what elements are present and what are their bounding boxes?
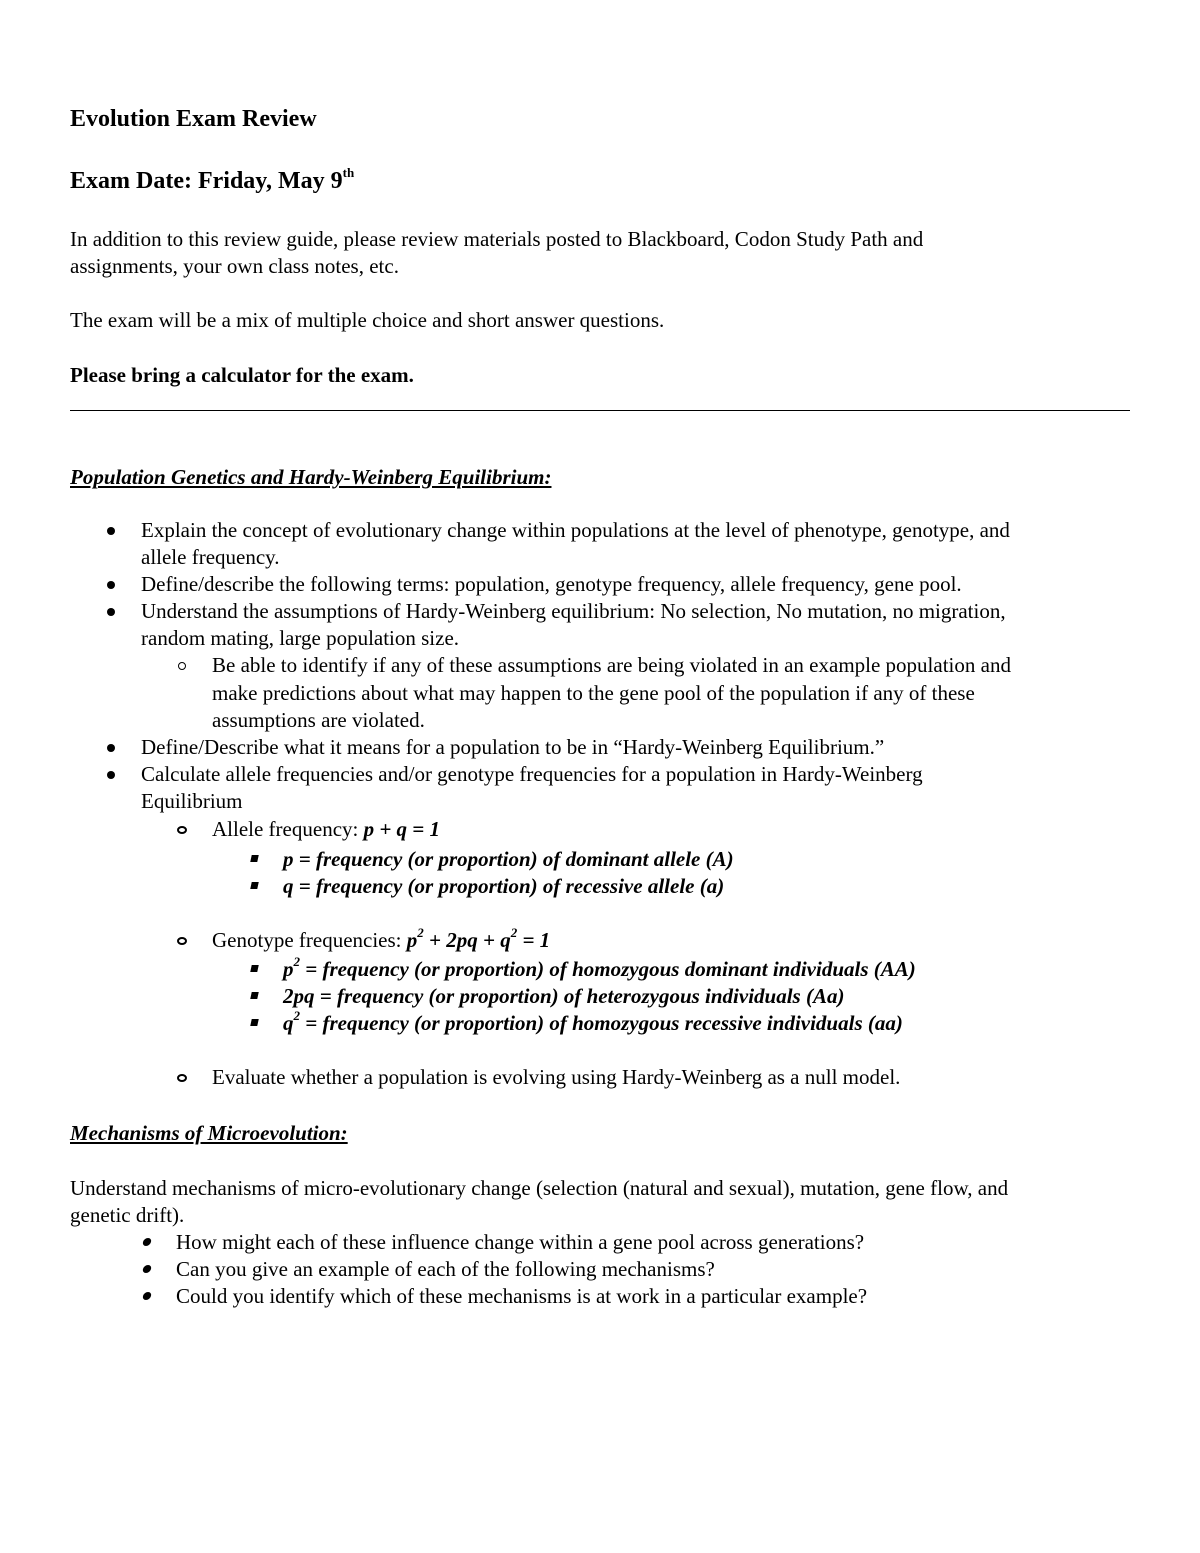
sub-bullet-line-1: Be able to identify if any of these assumptions are being violated in an example population and	[212, 653, 1011, 677]
square-bullet-icon	[250, 965, 258, 972]
bullet-icon	[107, 527, 115, 535]
bullet-1-line-2: allele frequency.	[141, 545, 280, 569]
square-bullet-icon	[250, 882, 258, 889]
bullet-4: Define/Describe what it means for a population to be in “Hardy-Weinberg Equilibrium.”	[141, 735, 885, 759]
sub-bullet-icon	[177, 826, 187, 834]
formula-sup: 2	[417, 925, 424, 940]
allele-formula: p + q = 1	[363, 817, 441, 841]
formula-sup: 2	[510, 925, 518, 940]
sub-bullet-line-2: make predictions about what may happen to the gene pool of the population if any of these	[212, 681, 975, 705]
square-bullet-icon	[250, 855, 258, 862]
bullet-icon	[107, 744, 115, 752]
allele-item-2: q = frequency (or proportion) of recessive allele (a)	[283, 874, 725, 898]
genotype-formula	[406, 925, 551, 952]
genotype-item-3-text: = frequency (or proportion) of homozygous recessive individuals (aa)	[300, 1011, 903, 1035]
bullet-icon	[107, 581, 115, 589]
evaluate-item: Evaluate whether a population is evolving using Hardy-Weinberg as a null model.	[212, 1065, 901, 1089]
bullet-icon	[142, 1292, 152, 1300]
square-bullet-icon	[250, 992, 258, 999]
genotype-item-1-sup: 2	[293, 954, 300, 969]
sub-bullet-line-3: assumptions are violated.	[212, 708, 425, 732]
bullet-2: Define/describe the following terms: population, genotype frequency, allele frequency, gene pool.	[141, 572, 962, 596]
genotype-item-2: 2pq = frequency (or proportion) of heterozygous individuals (Aa)	[283, 984, 845, 1008]
section2-item-1: How might each of these influence change within a gene pool across generations?	[176, 1230, 865, 1254]
exam-date-sup: th	[342, 165, 355, 180]
genotype-label: Genotype frequencies:	[212, 928, 407, 952]
bullet-3-line-2: random mating, large population size.	[141, 626, 460, 650]
bullet-1-line-1: Explain the concept of evolutionary change within populations at the level of phenotype, genotype, and	[141, 518, 1010, 542]
divider-line	[70, 410, 1130, 411]
genotype-item-3	[283, 1010, 903, 1037]
document-title: Evolution Exam Review	[70, 106, 317, 132]
bullet-icon	[142, 1238, 152, 1246]
exam-date	[70, 165, 1130, 195]
genotype-frequencies	[212, 927, 550, 954]
genotype-item-3-q: q	[283, 1011, 294, 1035]
formula-part: p	[406, 928, 418, 952]
section2-item-2: Can you give an example of each of the following mechanisms?	[176, 1257, 715, 1281]
bullet-icon	[142, 1265, 152, 1273]
section2-heading: Mechanisms of Microevolution:	[70, 1121, 348, 1145]
section2-item-3: Could you identify which of these mechanisms is at work in a particular example?	[176, 1284, 868, 1308]
intro-line-2: assignments, your own class notes, etc.	[70, 254, 399, 278]
calculator-note: Please bring a calculator for the exam.	[70, 363, 414, 387]
sub-bullet-icon	[177, 1074, 187, 1082]
genotype-item-1-p: p	[283, 957, 294, 981]
square-bullet-icon	[250, 1019, 258, 1026]
genotype-item-3-sup: 2	[293, 1008, 300, 1023]
allele-item-1: p = frequency (or proportion) of dominant allele (A)	[283, 847, 734, 871]
bullet-icon	[107, 771, 115, 779]
allele-frequency	[212, 816, 440, 843]
genotype-item-1	[283, 956, 916, 983]
allele-label: Allele frequency:	[212, 817, 364, 841]
section1-heading: Population Genetics and Hardy-Weinberg Equilibrium:	[70, 465, 552, 489]
formula-part: = 1	[517, 928, 551, 952]
section2-intro-line-1: Understand mechanisms of micro-evolutionary change (selection (natural and sexual), mutation, gene flow, and	[70, 1176, 1009, 1200]
sub-bullet-icon	[177, 937, 187, 945]
section2-intro-line-2: genetic drift).	[70, 1203, 185, 1227]
formula-part: + 2pq + q	[423, 928, 511, 952]
exam-format: The exam will be a mix of multiple choice and short answer questions.	[70, 308, 665, 332]
sub-bullet-icon	[178, 662, 186, 670]
bullet-3-line-1: Understand the assumptions of Hardy-Weinberg equilibrium: No selection, No mutation, no migration,	[141, 599, 1006, 623]
bullet-5-line-2: Equilibrium	[141, 789, 243, 813]
bullet-5-line-1: Calculate allele frequencies and/or genotype frequencies for a population in Hardy-Weinberg	[141, 762, 923, 786]
genotype-item-1-text: = frequency (or proportion) of homozygous dominant individuals (AA)	[300, 957, 916, 981]
exam-date-label: Exam Date: Friday, May 9	[70, 168, 343, 194]
intro-line-1: In addition to this review guide, please review materials posted to Blackboard, Codon Study Path and	[70, 227, 924, 251]
bullet-icon	[107, 608, 115, 616]
